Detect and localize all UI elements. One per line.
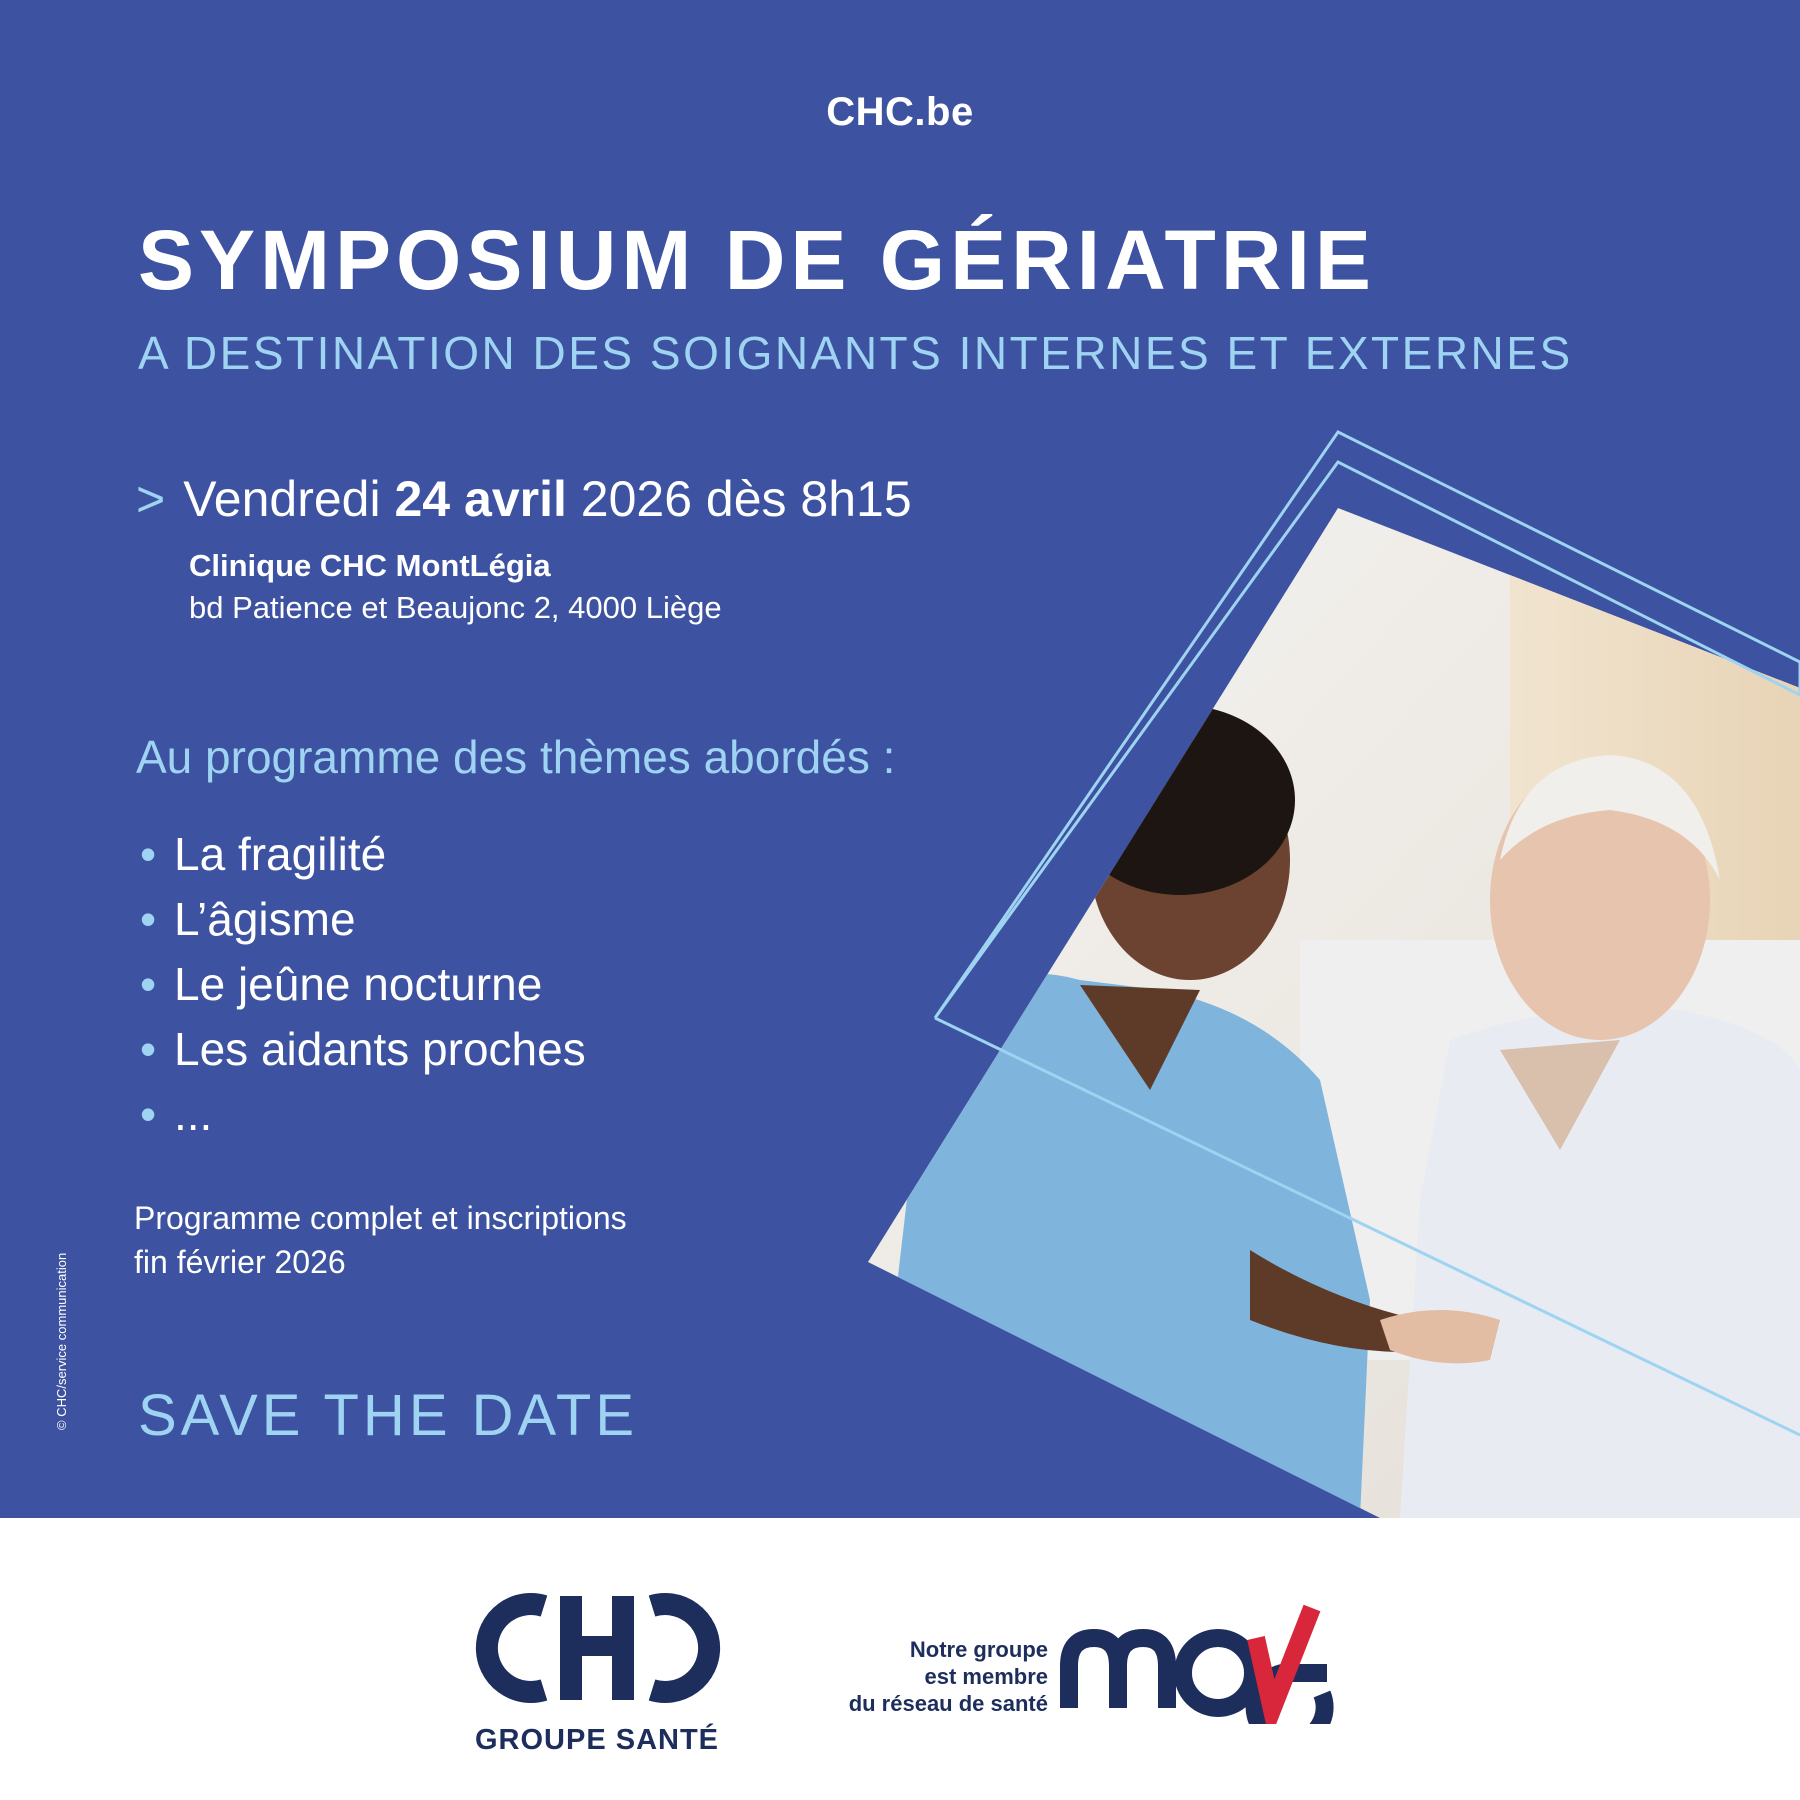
event-year-time: 2026 dès 8h15	[580, 471, 912, 527]
bullet-icon: •	[140, 828, 157, 880]
network-line: du réseau de santé	[848, 1691, 1048, 1716]
save-the-date: SAVE THE DATE	[138, 1383, 638, 1448]
network-line: Notre groupe	[909, 1637, 1048, 1662]
photo-credit: © CHC/service communication	[54, 1252, 69, 1430]
bullet-icon: •	[140, 893, 157, 945]
footer	[0, 1518, 1800, 1800]
event-subtitle: A DESTINATION DES SOIGNANTS INTERNES ET EXTERNES	[138, 327, 1573, 379]
event-address: bd Patience et Beaujonc 2, 4000 Liège	[189, 590, 722, 625]
topic-item: • ...	[140, 1082, 586, 1147]
site-url[interactable]: CHC.be	[826, 90, 974, 134]
bullet-icon: •	[140, 1088, 157, 1140]
topic-item: • La fragilité	[140, 822, 586, 887]
event-day: Vendredi	[183, 471, 381, 527]
event-date-bold: 24 avril	[394, 471, 567, 527]
registration-info-line: Programme complet et inscriptions	[134, 1200, 627, 1236]
chevron-right-icon: >	[136, 471, 166, 527]
bullet-icon: •	[140, 958, 157, 1010]
program-heading: Au programme des thèmes abordés :	[136, 731, 896, 783]
chc-logo-mark	[456, 1588, 738, 1708]
event-venue: Clinique CHC MontLégia	[189, 548, 551, 583]
topic-item: • Le jeûne nocturne	[140, 952, 586, 1017]
chc-groupe-sante-logo	[456, 1588, 738, 1756]
network-line: est membre	[924, 1664, 1048, 1689]
event-title: SYMPOSIUM DE GÉRIATRIE	[138, 213, 1376, 307]
move-logo	[1060, 1604, 1350, 1724]
registration-info-line: fin février 2026	[134, 1244, 346, 1280]
photo-content	[860, 500, 1800, 1518]
chc-logo-caption: GROUPE SANTÉ	[474, 1724, 720, 1756]
topic-item: • Les aidants proches	[140, 1017, 586, 1082]
bullet-icon: •	[140, 1023, 157, 1075]
network-membership-text	[780, 1636, 1048, 1717]
topic-item: • L’âgisme	[140, 887, 586, 952]
